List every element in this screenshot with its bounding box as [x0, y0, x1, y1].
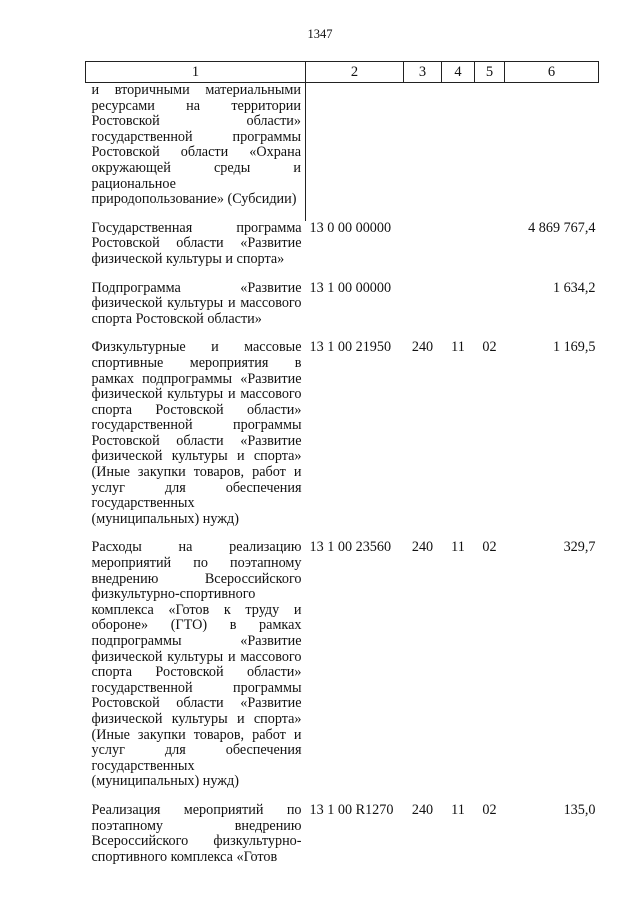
row-code: 13 1 00 21950 — [309, 339, 392, 356]
header-row — [86, 62, 599, 83]
row-amount: 1 634,2 — [552, 279, 596, 296]
row-vr: 240 — [411, 539, 434, 556]
table-row — [86, 803, 599, 878]
row-code: 13 0 00 00000 — [309, 219, 392, 236]
header-col-4: 4 — [442, 62, 475, 83]
row-rz: 11 — [451, 339, 465, 356]
row-amount: 135,0 — [563, 801, 596, 818]
row-description: и вторичными материальными ресурсами на территории Ростовской области» государственной программы Ростовской области «Охрана окружающей среды и рациональное природопользование» (Субсидии) — [86, 83, 306, 221]
table-body — [86, 83, 599, 879]
row-pr — [475, 221, 505, 281]
row-code: 13 1 00 00000 — [309, 279, 392, 296]
table-row — [86, 83, 599, 221]
row-amount — [505, 83, 599, 221]
table-header — [86, 62, 599, 83]
row-description: Физкультурные и массовые спортивные мероприятия в рамках подпрограммы «Развитие физической культуры и массового спорта Ростовской области» государственной программы Ростовской области «Развитие физической культуры и спорта» (Иные закупки товаров, работ и услуг для обеспечения государственных (муниципальных) нужд) — [91, 339, 302, 527]
row-vr — [404, 221, 442, 281]
row-vr: 240 — [411, 339, 434, 356]
row-rz — [442, 83, 475, 221]
row-rz — [442, 281, 475, 341]
header-col-3: 3 — [404, 62, 442, 83]
row-rz: 11 — [451, 801, 465, 818]
header-col-6: 6 — [505, 62, 599, 83]
row-rz — [442, 221, 475, 281]
page-number: 1347 — [307, 27, 333, 41]
row-pr: 02 — [482, 801, 497, 818]
row-description: Государственная программа Ростовской области «Развитие физической культуры и спорта» — [91, 219, 302, 267]
row-pr: 02 — [482, 539, 497, 556]
row-code — [306, 83, 404, 221]
row-description: Реализация мероприятий по поэтапному внедрению Всероссийского физкультурно-спортивного комплекса «Готов — [91, 801, 302, 865]
row-rz: 11 — [451, 539, 465, 556]
row-pr: 02 — [482, 339, 497, 356]
header-col-1: 1 — [86, 62, 306, 83]
header-col-2: 2 — [306, 62, 404, 83]
table-row — [86, 340, 599, 540]
row-vr — [404, 83, 442, 221]
row-pr — [475, 83, 505, 221]
table-row — [86, 281, 599, 341]
row-code: 13 1 00 R1270 — [309, 801, 394, 818]
header-col-5: 5 — [475, 62, 505, 83]
row-description: Подпрограмма «Развитие физической культуры и массового спорта Ростовской области» — [91, 279, 302, 327]
row-amount: 4 869 767,4 — [528, 219, 596, 236]
row-description: Расходы на реализацию мероприятий по поэтапному внедрению Всероссийского физкультурно-спортивного комплекса «Готов к труду и обороне» (ГТО) в рамках подпрограммы «Развитие физической культуры и массового спорта Ростовской области» государственной программы Ростовской области «Развитие физической культуры и спорта» (Иные закупки товаров, работ и услуг для обеспечения государственных (муниципальных) нужд) — [91, 539, 302, 790]
row-pr — [475, 281, 505, 341]
table-row — [86, 221, 599, 281]
budget-table — [85, 61, 599, 878]
row-code: 13 1 00 23560 — [309, 539, 392, 556]
row-amount: 1 169,5 — [552, 339, 596, 356]
table-row — [86, 540, 599, 803]
row-vr: 240 — [411, 801, 434, 818]
row-amount: 329,7 — [563, 539, 596, 556]
row-vr — [404, 281, 442, 341]
